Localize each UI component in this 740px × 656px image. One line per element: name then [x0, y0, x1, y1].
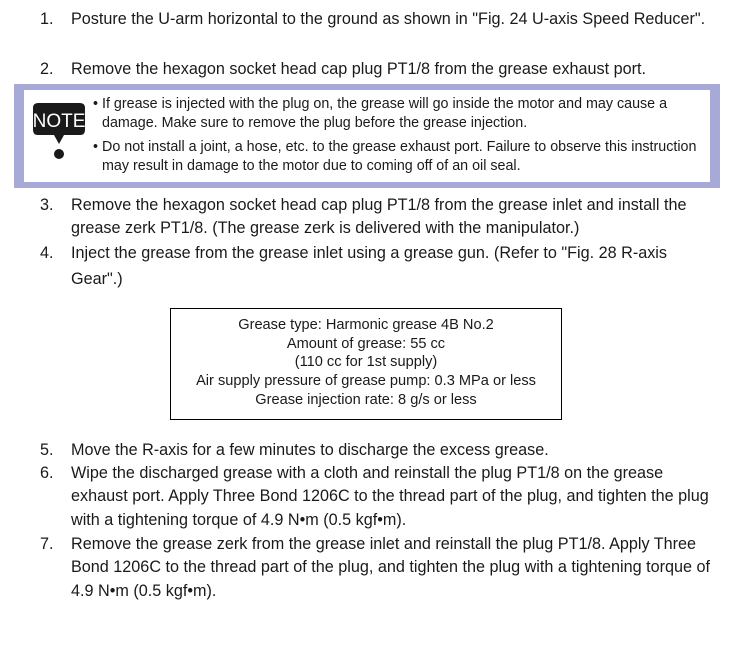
spec-injection-rate: Grease injection rate: 8 g/s or less: [255, 391, 477, 408]
step-text: Wipe the discharged grease with a cloth and reinstall the plug PT1/8 on the grease exhaust port. Apply Three Bond 1206C to the thread part of the plug, and tighten the plug with a tightening torque of 4.9 N•m (0.5 kgf•m).: [71, 464, 709, 529]
step-text: Inject the grease from the grease inlet using a grease gun. (Refer to "Fig. 28 R-axis Gear".): [71, 244, 667, 288]
note-inner: [24, 90, 710, 182]
note-icon: [30, 100, 88, 162]
note-item: [93, 138, 705, 175]
note-box: [14, 84, 720, 188]
step-text: Move the R-axis for a few minutes to discharge the excess grease.: [71, 441, 549, 459]
step-number: 4.: [40, 244, 54, 262]
step-number: 6.: [40, 464, 54, 482]
step-text: Remove the hexagon socket head cap plug PT1/8 from the grease exhaust port.: [71, 60, 647, 78]
spec-grease-type: Grease type: Harmonic grease 4B No.2: [238, 317, 494, 333]
spec-air-pressure: Air supply pressure of grease pump: 0.3 MPa or less: [196, 373, 536, 390]
step-number: 3.: [40, 196, 54, 214]
spec-first-supply: (110 cc for 1st supply): [294, 354, 438, 371]
step-number: 7.: [40, 535, 54, 553]
step-number: 5.: [40, 441, 54, 459]
step-text: Posture the U-arm horizontal to the ground as shown in "Fig. 24 U-axis Speed Reducer".: [71, 10, 706, 28]
note-item-text: If grease is injected with the plug on, the grease will go inside the motor and may cause a damage. Make sure to remove the plug before the grease injection.: [102, 96, 668, 131]
note-item-text: Do not install a joint, a hose, etc. to the grease exhaust port. Failure to observe this instruction may result in damage to the motor due to coming off of an oil seal.: [102, 139, 697, 175]
grease-spec-box: [170, 308, 562, 420]
note-item: [93, 95, 705, 132]
note-label: NOTE: [32, 111, 86, 132]
step-text: Remove the grease zerk from the grease inlet and reinstall the plug PT1/8. Apply Three Bond 1206C to the thread part of the plug, and tighten the plug with a tightening torque of 4.9 N•m (0.5 kgf•m).: [71, 535, 710, 600]
spec-amount: Amount of grease: 55 cc: [286, 335, 446, 352]
step-text: Remove the hexagon socket head cap plug PT1/8 from the grease inlet and install the grease zerk PT1/8. (The grease zerk is delivered with the manipulator.): [71, 196, 687, 238]
step-number: 2.: [40, 60, 54, 78]
bullet: •: [93, 139, 99, 156]
step-number: 1.: [40, 10, 54, 28]
bullet: •: [93, 96, 99, 112]
note-items: [93, 95, 705, 182]
